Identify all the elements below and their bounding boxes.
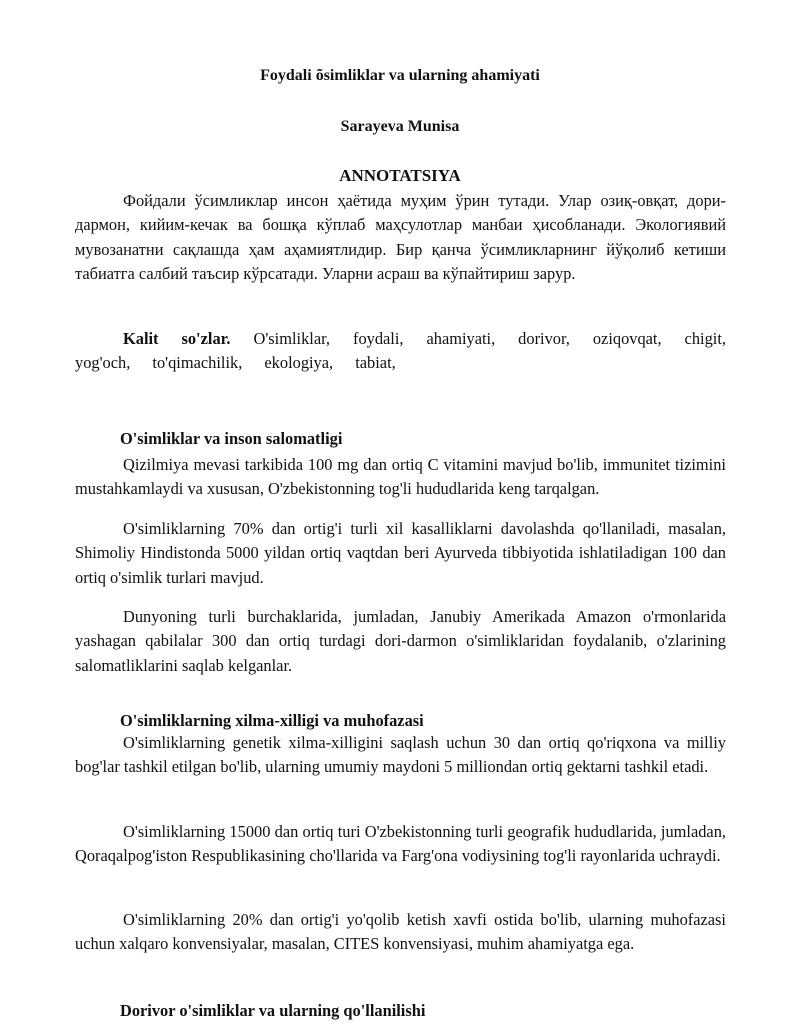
document-author: Sarayeva Munisa (340, 118, 460, 135)
section-paragraph: Dunyoning turli burchaklarida, jumladan, Janubiy Amerikada Amazon o'rmonlarida yashagan qabilalar 300 dan ortiq turdagi dori-darmon o'simliklaridan foydalanib, o'zlarining salomatliklarini saqlab kelganlar. (75, 607, 726, 675)
section-paragraph: O'simliklarning genetik xilma-xilligini saqlash uchun 30 dan ortiq qo'riqxona va milliy bog'lar tashkil etilgan bo'lib, ularning umumiy maydoni 5 milliondan ortiq gektarni tashkil etadi. (75, 733, 726, 777)
section-heading: O'simliklar va inson salomatligi (120, 429, 343, 448)
section-paragraph: O'simliklarning 70% dan ortig'i turli xil kasalliklarni davolashda qo'llaniladi, masalan, Shimoliy Hindistonda 5000 yildan ortiq vaqtdan beri Ayurveda tibbiyotida ishlatiladigan 100 dan ortiq o'simlik turlari mavjud. (75, 519, 726, 587)
document-title: Foydali õsimliklar va ularning ahamiyati (260, 67, 540, 84)
keywords-list: O'simliklar, foydali, ahamiyati, dorivor, oziqovqat, chigit, yog'och, to'qimachilik, ekologiya, tabiat, (75, 329, 726, 373)
section-heading: Dorivor o'simliklar va ularning qo'llanilishi (120, 1001, 426, 1020)
keywords-paragraph (75, 327, 726, 376)
annotation-heading: ANNOTATSIYA (339, 166, 461, 185)
section-heading: O'simliklarning xilma-xilligi va muhofazasi (120, 711, 424, 730)
annotation-paragraph: Фойдали ўсимликлар инсон ҳаётида муҳим ўрин тутади. Улар озиқ-овқат, дори-дармон, кийим-кечак ва бошқа кўплаб маҳсулотлар манбаи ҳисобланади. Экологиявий мувозанатни сақлашда ҳам аҳамиятлидир. Бир қанча ўсимликларнинг йўқолиб кетиши табиатга салбий таъсир кўрсатади. Уларни асраш ва кўпайтириш зарур. (75, 191, 726, 283)
section-paragraph: O'simliklarning 20% dan ortig'i yo'qolib ketish xavfi ostida bo'lib, ularning muhofazasi uchun xalqaro konvensiyalar, masalan, CITES konvensiyasi, muhim ahamiyatga ega. (75, 910, 726, 954)
section-paragraph: Qizilmiya mevasi tarkibida 100 mg dan ortiq C vitamini mavjud bo'lib, immunitet tizimini mustahkamlaydi va xususan, O'zbekistonning tog'li hududlarida keng tarqalgan. (75, 455, 726, 499)
keywords-label: Kalit so'zlar. (123, 329, 231, 348)
section-paragraph: O'simliklarning 15000 dan ortiq turi O'zbekistonning turli geografik hududlarida, jumladan, Qoraqalpog'iston Respublikasining cho'llarida va Farg'ona vodiysining tog'li rayonlarida uchraydi. (75, 822, 726, 866)
